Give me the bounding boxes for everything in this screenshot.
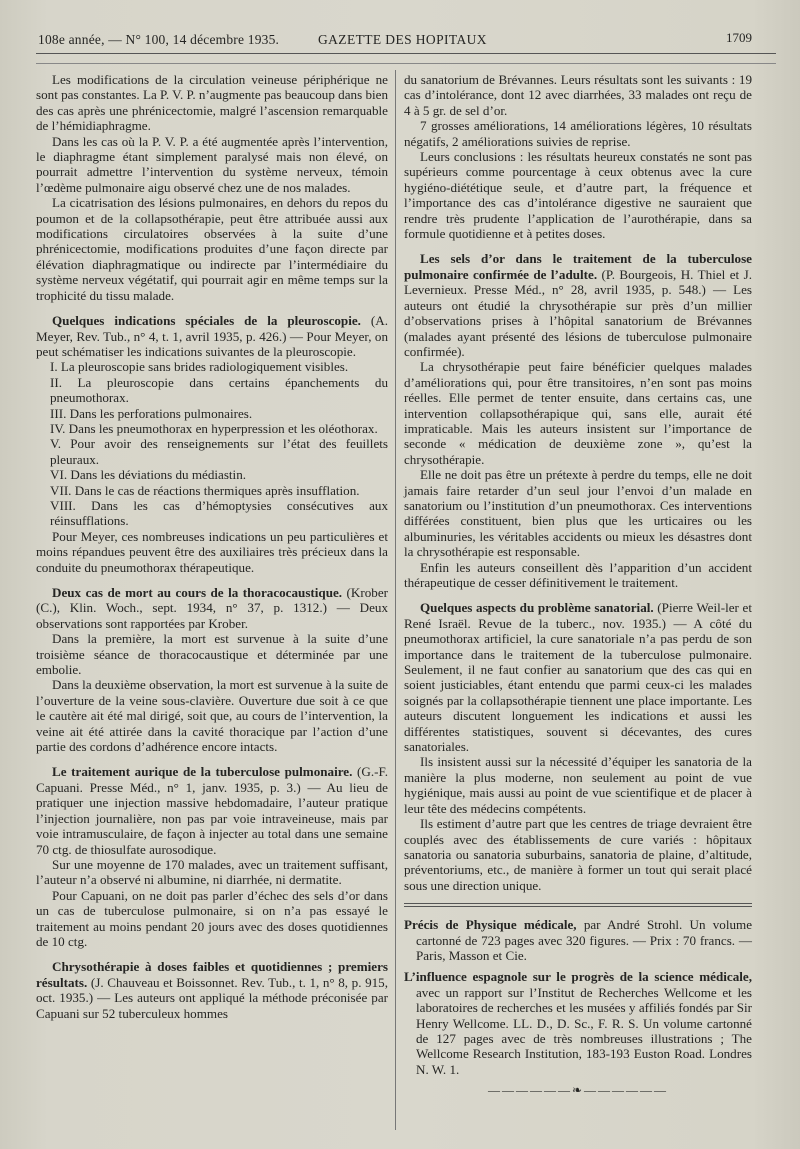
book-title: Précis de Physique médicale, xyxy=(404,917,577,933)
article-title: Le traitement aurique de la tuberculose pulmonaire. xyxy=(52,764,353,780)
list-item: II. La pleuroscopie dans certains épanchements du pneumothorax. xyxy=(50,374,388,406)
page-number: 1709 xyxy=(726,30,752,45)
paragraph: 7 grosses améliorations, 14 améliorations légères, 10 résultats négatifs, 2 améliorations suivies de reprise. xyxy=(404,118,752,149)
article-reference: (A. Meyer, Rev. Tub., n° 4, t. 1, avril 1935, p. 426.) — Pour Meyer, on peut schématiser les indications suivantes de la pleuroscopie. xyxy=(36,313,388,359)
article-reference: (J. Chauveau et Boissonnet. Rev. Tub., t. 1, n° 8, p. 915, oct. 1935.) — Les auteurs ont appliqué la méthode préconisée par Capuani sur 52 tuberculeux hommes xyxy=(36,974,388,1021)
paragraph: du sanatorium de Brévannes. Leurs résultats sont les suivants : 19 cas d’intolérance, dont 12 avec diarrhées, 33 malades ont reçu de 4 à 5 gr. de sel d’or. xyxy=(404,72,752,118)
list-item: IV. Dans les pneumothorax en hyperpression et les oléothorax. xyxy=(50,420,378,436)
book-title: L’influence espagnole sur le progrès de la science médicale, xyxy=(404,969,752,985)
list-item: III. Dans les perforations pulmonaires. xyxy=(50,405,253,421)
article-reference: (G.-F. Capuani. Presse Méd., n° 1, janv. 1935, p. 3.) — Au lieu de pratiquer une injection massive hebdomadaire, l’auteur pratique l’injection journalière, non pas par voie intraveineuse, mais par voie intramusculaire, de façon à injecter au total dans une semaine 70 ctg. de thiosulfate aurosodique. xyxy=(36,764,388,857)
list-item: VI. Dans les déviations du médiastin. xyxy=(50,467,247,483)
book-entry xyxy=(404,969,752,1077)
paragraph: Enfin les auteurs conseillent dès l’apparition d’un accident thérapeutique de cesser définitivement le traitement. xyxy=(404,559,752,590)
paragraph: La chrysothérapie peut faire bénéficier quelques malades d’améliorations qui, pour être transitoires, n’en sont pas moins réelles. Elle permet de tenter ensuite, dans certains cas, une intervention collapsothérapique qui, sans elle, aurait été impraticable. Mais les auteurs insistent sur l’importance de seconde « médication de deuxième zone », qu’est la chrysothérapie. xyxy=(404,359,752,467)
column-divider xyxy=(395,70,396,1130)
list-item: VII. Dans le cas de réactions thermiques après insufflation. xyxy=(50,482,360,498)
bibliography xyxy=(404,917,752,1098)
paragraph: Elle ne doit pas être un prétexte à perdre du temps, elle ne doit jamais faire retarder d’un seul jour l’envoi d’un malade en sanatorium ou l’institution d’un pneumothorax. Ces interventions différées constituent, bien plus que les urticaires ou les albuminuries, les véritables accidents ou mieux les désastres dont la chrysothérapie est responsable. xyxy=(404,467,752,560)
article-chrysotherapie xyxy=(36,959,388,1021)
paragraph: La cicatrisation des lésions pulmonaires, en dehors du repos du poumon et de la collapsothérapie, peut être attribuée aussi aux modifications circulatoires observées à la suite d’une phrénicectomie, modifications produites d’une façon directe par élévation diaphragmatique ou indirecte par l’intermédiaire du système nerveux végétatif, qui pourrait agir en même temps sur la trophicité du tissu malade. xyxy=(36,195,388,303)
right-column xyxy=(404,72,752,1099)
list-item: V. Pour avoir des renseignements sur l’état des feuillets pleuraux. xyxy=(50,436,388,467)
book-details: avec un rapport sur l’Institut de Recherches Wellcome et les laboratoires de recherches et les musées y affiliés fondés par Sir Henry Wellcome. LL. D., D. Sc., F. R. S. Un volume cartonné de 127 pages avec de très nombreuses illustrations ; The Wellcome Research Institution, 183-193 Euston Road. Londres N. W. 1. xyxy=(416,984,752,1077)
article-title: Deux cas de mort au cours de la thoracocaustique. xyxy=(52,585,343,600)
article-reference: (Krober (C.), Klin. Woch., sept. 1934, n° 37, p. 1312.) — Deux observations sont rapportées par Krober. xyxy=(36,585,388,631)
list-item: VIII. Dans les cas d’hémoptysies consécutives aux réinsufflations. xyxy=(50,497,388,529)
book-entry xyxy=(404,917,752,963)
book-details: par André Strohl. Un volume cartonné de 723 pages avec 320 figures. — Prix : 70 francs. — Paris, Masson et Cie. xyxy=(416,917,752,963)
article-reference: (Pierre Weil-ler et René Israël. Revue de la tuberc., nov. 1935.) — A côté du pneumothorax artificiel, la cure sanatoriale n’a pas perdu de son importance dans le traitement de la tuberculose pulmonaire. Seulement, il ne faut confier au sanatorium que des cas qui en soient justiciables, étant entendu que parmi ceux-ci les malades soignés par la collapsothérapie tiennent une place importante. Les auteurs discutent longuement les indications et aussi les différentes statistiques, souvent si décevantes, des cures sanatoriales. xyxy=(404,600,752,755)
section-rule-secondary xyxy=(404,906,752,907)
paragraph: Les modifications de la circulation veineuse périphérique ne sont pas constantes. La P. V. P. n’augmente pas beaucoup dans bien des cas après une phrénicectomie, malgré l’ascension remarquable de l’hémidiaphragme. xyxy=(36,72,388,134)
header-rule-secondary xyxy=(36,63,776,64)
article-thoracocaustique xyxy=(36,585,388,754)
paragraph: Sur une moyenne de 170 malades, avec un traitement suffisant, l’auteur n’a observé ni albumine, ni diarrhée, ni dermatite. xyxy=(36,856,388,888)
list-item: I. La pleuroscopie sans brides radiologiquement visibles. xyxy=(50,359,349,375)
article-title: Chrysothérapie à doses faibles et quotidiennes ; premiers résultats. xyxy=(36,959,388,990)
ornament-divider: ——————❧—————— xyxy=(487,1083,669,1098)
paragraph: Dans la première, la mort est survenue à la suite d’une troisième séance de thoracocaustique et déterminée par une embolie. xyxy=(36,631,388,678)
left-column xyxy=(36,72,388,1021)
paragraph: Pour Capuani, on ne doit pas parler d’échec des sels d’or dans un cas de tuberculose pulmonaire, si on n’a pas essayé le traitement au moins pendant 20 jours avec des doses quotidiennes de 10 ctg. xyxy=(36,887,388,949)
paragraph: Dans les cas où la P. V. P. a été augmentée après l’intervention, le diaphragme étant simplement paralysé mais non élevé, on pourrait admettre l’intervention du système nerveux, témoin l’œdème pulmonaire aigu observé chez une de nos malades. xyxy=(36,133,388,195)
header-rule xyxy=(36,53,776,54)
section-rule xyxy=(404,903,752,904)
paragraph: Ils insistent aussi sur la nécessité d’équiper les sanatoria de la manière la plus moderne, non seulement au point de vue hygiénique, mais aussi au point de vue scientifique et de placer à leur tête des médecins compétents. xyxy=(404,754,752,816)
article-sels-dor xyxy=(404,251,752,590)
paragraph: Pour Meyer, ces nombreuses indications un peu particulières et moins répandues peuvent être des auxiliaires très précieux dans la conduite du pneumothorax thérapeutique. xyxy=(36,528,388,575)
article-pleuroscopie xyxy=(36,313,388,575)
article-reference: (P. Bourgeois, H. Thiel et J. Levernieux. Presse Méd., n° 28, avril 1935, p. 548.) — Les auteurs ont étudié la chrysothérapie sur près d’un millier d’observations prises à l’hôpital sanatorium de Brévannes (malades ayant présenté des lésions de tuberculose pulmonaire confirmée). xyxy=(404,266,752,359)
article-probleme-sanatorial xyxy=(404,600,752,893)
article-title: Quelques aspects du problème sanatorial. xyxy=(420,600,654,616)
paragraph: Ils estiment d’autre part que les centres de triage devraient être couplés avec des établissements de cure variés : hôpitaux sanatoria ou sanatoria suburbains, sanatoria de plaine, d’altitude, préventoriums, etc., de manière à former un tout qui serait placé sous une direction unique. xyxy=(404,816,752,893)
article-traitement-aurique xyxy=(36,764,388,949)
article-title: Quelques indications spéciales de la pleuroscopie. xyxy=(52,313,361,329)
article-title: Les sels d’or dans le traitement de la tuberculose pulmonaire confirmée de l’adulte. xyxy=(404,251,752,282)
issue-info: 108e année, — N° 100, 14 décembre 1935. xyxy=(38,32,280,47)
paragraph: Leurs conclusions : les résultats heureux constatés ne sont pas supérieurs comme pourcentage à ceux obtenus avec la cure hygiéno-diététique seule, et d’autre part, la fréquence et l’importance des cas d’intolérance digestive ne sauraient que rendre très prudente l’application de l’aurothérapie, dans sa formule quotidienne et à petites doses. xyxy=(404,149,752,242)
paragraph: Dans la deuxième observation, la mort est survenue à la suite de l’ouverture de la veine sous-clavière. Ouverture due soit à ce que le cautère ait été mal dirigé, soit que, au cours de l’intervention, la veine ait été attirée dans la cavité thoracique par l’action d’une partie des cordons d’adhérence encore intacts. xyxy=(36,677,388,755)
journal-title: GAZETTE DES HOPITAUX xyxy=(318,32,487,47)
